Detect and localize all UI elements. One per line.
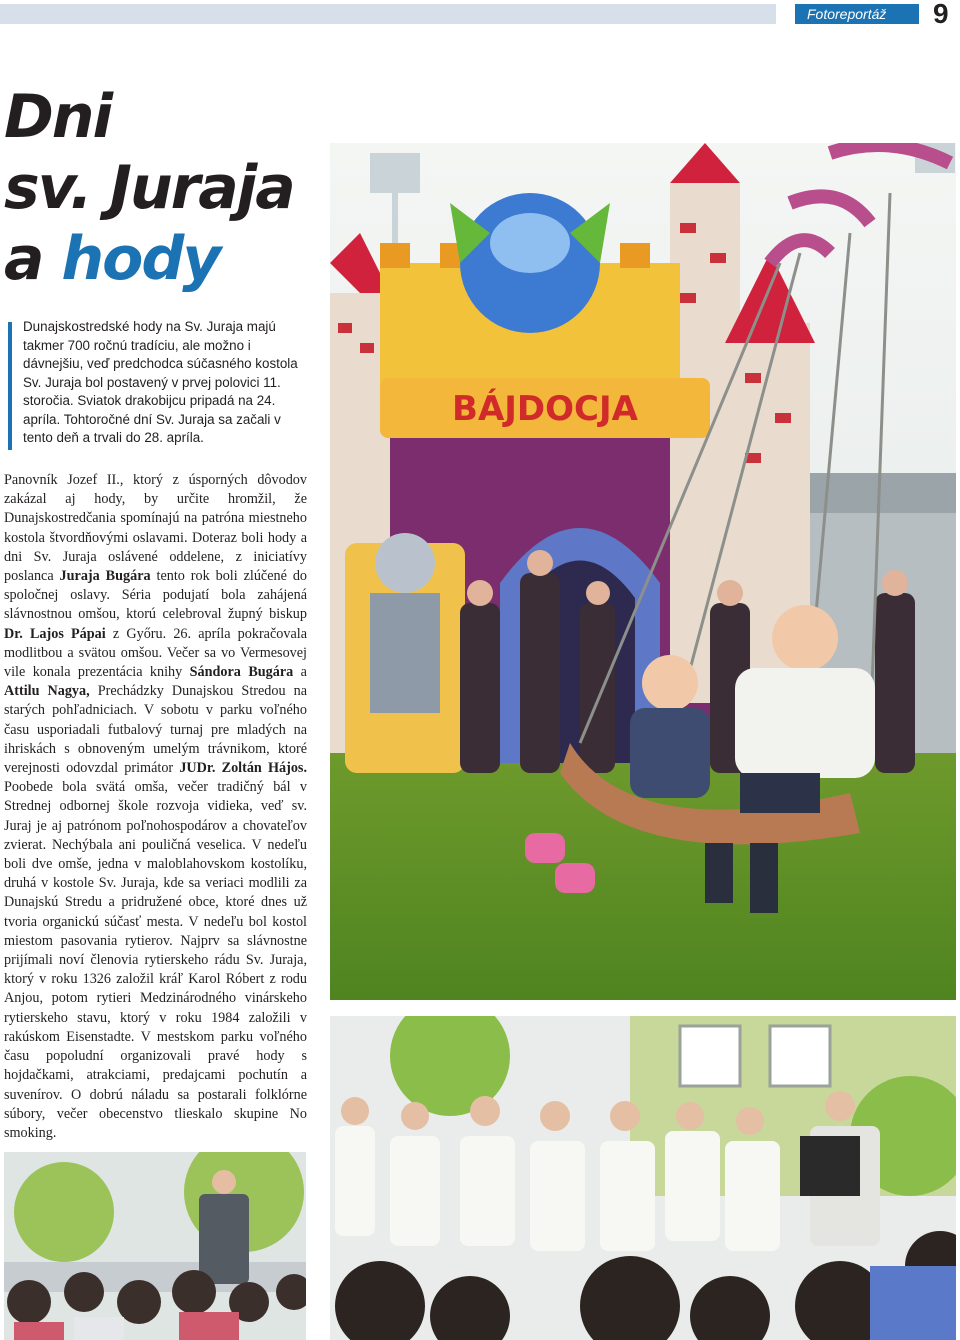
photo-speaker	[4, 1152, 306, 1340]
body-bold-name: Juraja Bugára	[59, 568, 151, 585]
page-number: 9	[933, 0, 949, 29]
body-text-run: Prechádzky Dunajskou Stredou na starých pohľadniciach. V sobotu v parku voľného času usporiadali futbalový turnaj pre mladých na ihriskách s obnoveným umelým trávnikom, ktoré verejnosti odovzdal primátor	[4, 683, 307, 777]
header-band	[0, 4, 776, 24]
body-text-run: a	[293, 664, 307, 681]
body-text-run: tento rok boli zlúčené do spoločnej oslavy. Séria podujatí bola zahájená slávnostnou omšou, ktorú celebroval župný biskup	[4, 568, 308, 623]
body-paragraph	[4, 471, 307, 1143]
title-line-3	[4, 224, 324, 295]
body-bold-name: Attilu Nagya,	[4, 683, 90, 700]
swing-ride-illustration	[330, 143, 956, 1000]
body-bold-name: JUDr. Zoltán Hájos.	[179, 760, 307, 777]
body-text-run: z Győru. 26. apríla pokračovala modlitbou a svätou omšou. Večer sa vo Vermesovej vile konala prezentácia knihy	[4, 625, 308, 681]
lead-paragraph: Dunajskostredské hody na Sv. Juraja majú takmer 700 ročnú tradíciu, ale možno i dávnejšiu, veď predchodca súčasného kostola Sv. Juraja bol postavený v prvej polovici 11. storočia. Sviatok drakobijcu pripadá na 24. apríla. Tohtoročné dní Sv. Juraja sa začali v tento deň a trvali do 28. apríla.	[23, 319, 298, 445]
body-text-run: Poobede bola svätá omša, večer tradičný bál v Strednej odbornej škole rozvoja vidieka, veď sv. Juraj je aj patrónom poľnohospodárov a chovateľov zvierat. Nechýbala ani pouličná veselica. V nedeľu boli dve omše, jedna v maloblahovskom kostolíku, druhá v kostole Sv. Juraja, kde sa veriaci modlili za Dunajskú Stredu a pridružené obce, ktoré dnes už tvoria organickú súčasť mesta. V nedeľu bol kostol miestom pasovania rytierov. Najprv sa slávnostne prijímali noví členovia rytierskeho rádu Sv. Juraja, ktorý v roku 1326 založil kráľ Karol Róbert z rodu Anjou, potom rytieri Medzinárodného vinárskeho rytierskeho stavu, ktorý v roku 1984 založili v rakúskom Eisenstadte. V mestskom parku voľného času popoludní organizovali pravé hody s hojdačkami, atrakciami, predajcami pochutín a suvenírov. O dobrú náladu sa postarali folklórne súbory, večer obecenstvo tlieskalo skupine No smoking.	[4, 779, 307, 1141]
body-text-run: Panovník Jozef II., ktorý z úsporných dôvodov zakázal aj hody, by určite hromžil, že Dunajskostredčania spomínajú na patróna miestneho kostola štvordňovými oslavami. Doteraz boli hody a dni Sv. Juraja oslávené oddelene, z iniciatívy poslanca	[4, 472, 307, 585]
title-line-2: sv. Juraja	[4, 153, 294, 223]
body-bold-name: Sándora Bugára	[189, 664, 294, 681]
inflatable-sign: BÁJDOCJA	[452, 389, 638, 429]
lead-accent-bar	[8, 322, 12, 450]
body-bold-name: Dr. Lajos Pápai	[4, 625, 106, 642]
section-label: Fotoreportáž	[795, 4, 919, 24]
article-title	[4, 82, 324, 295]
photo-folk-choir	[330, 1016, 956, 1340]
title-line-1: Dni	[4, 82, 112, 152]
title-word-hody: hody	[61, 224, 220, 294]
photo-swing-ride	[330, 143, 956, 1000]
choir-illustration	[330, 1016, 956, 1340]
title-word-a: a	[4, 224, 62, 294]
speaker-illustration	[4, 1152, 306, 1340]
